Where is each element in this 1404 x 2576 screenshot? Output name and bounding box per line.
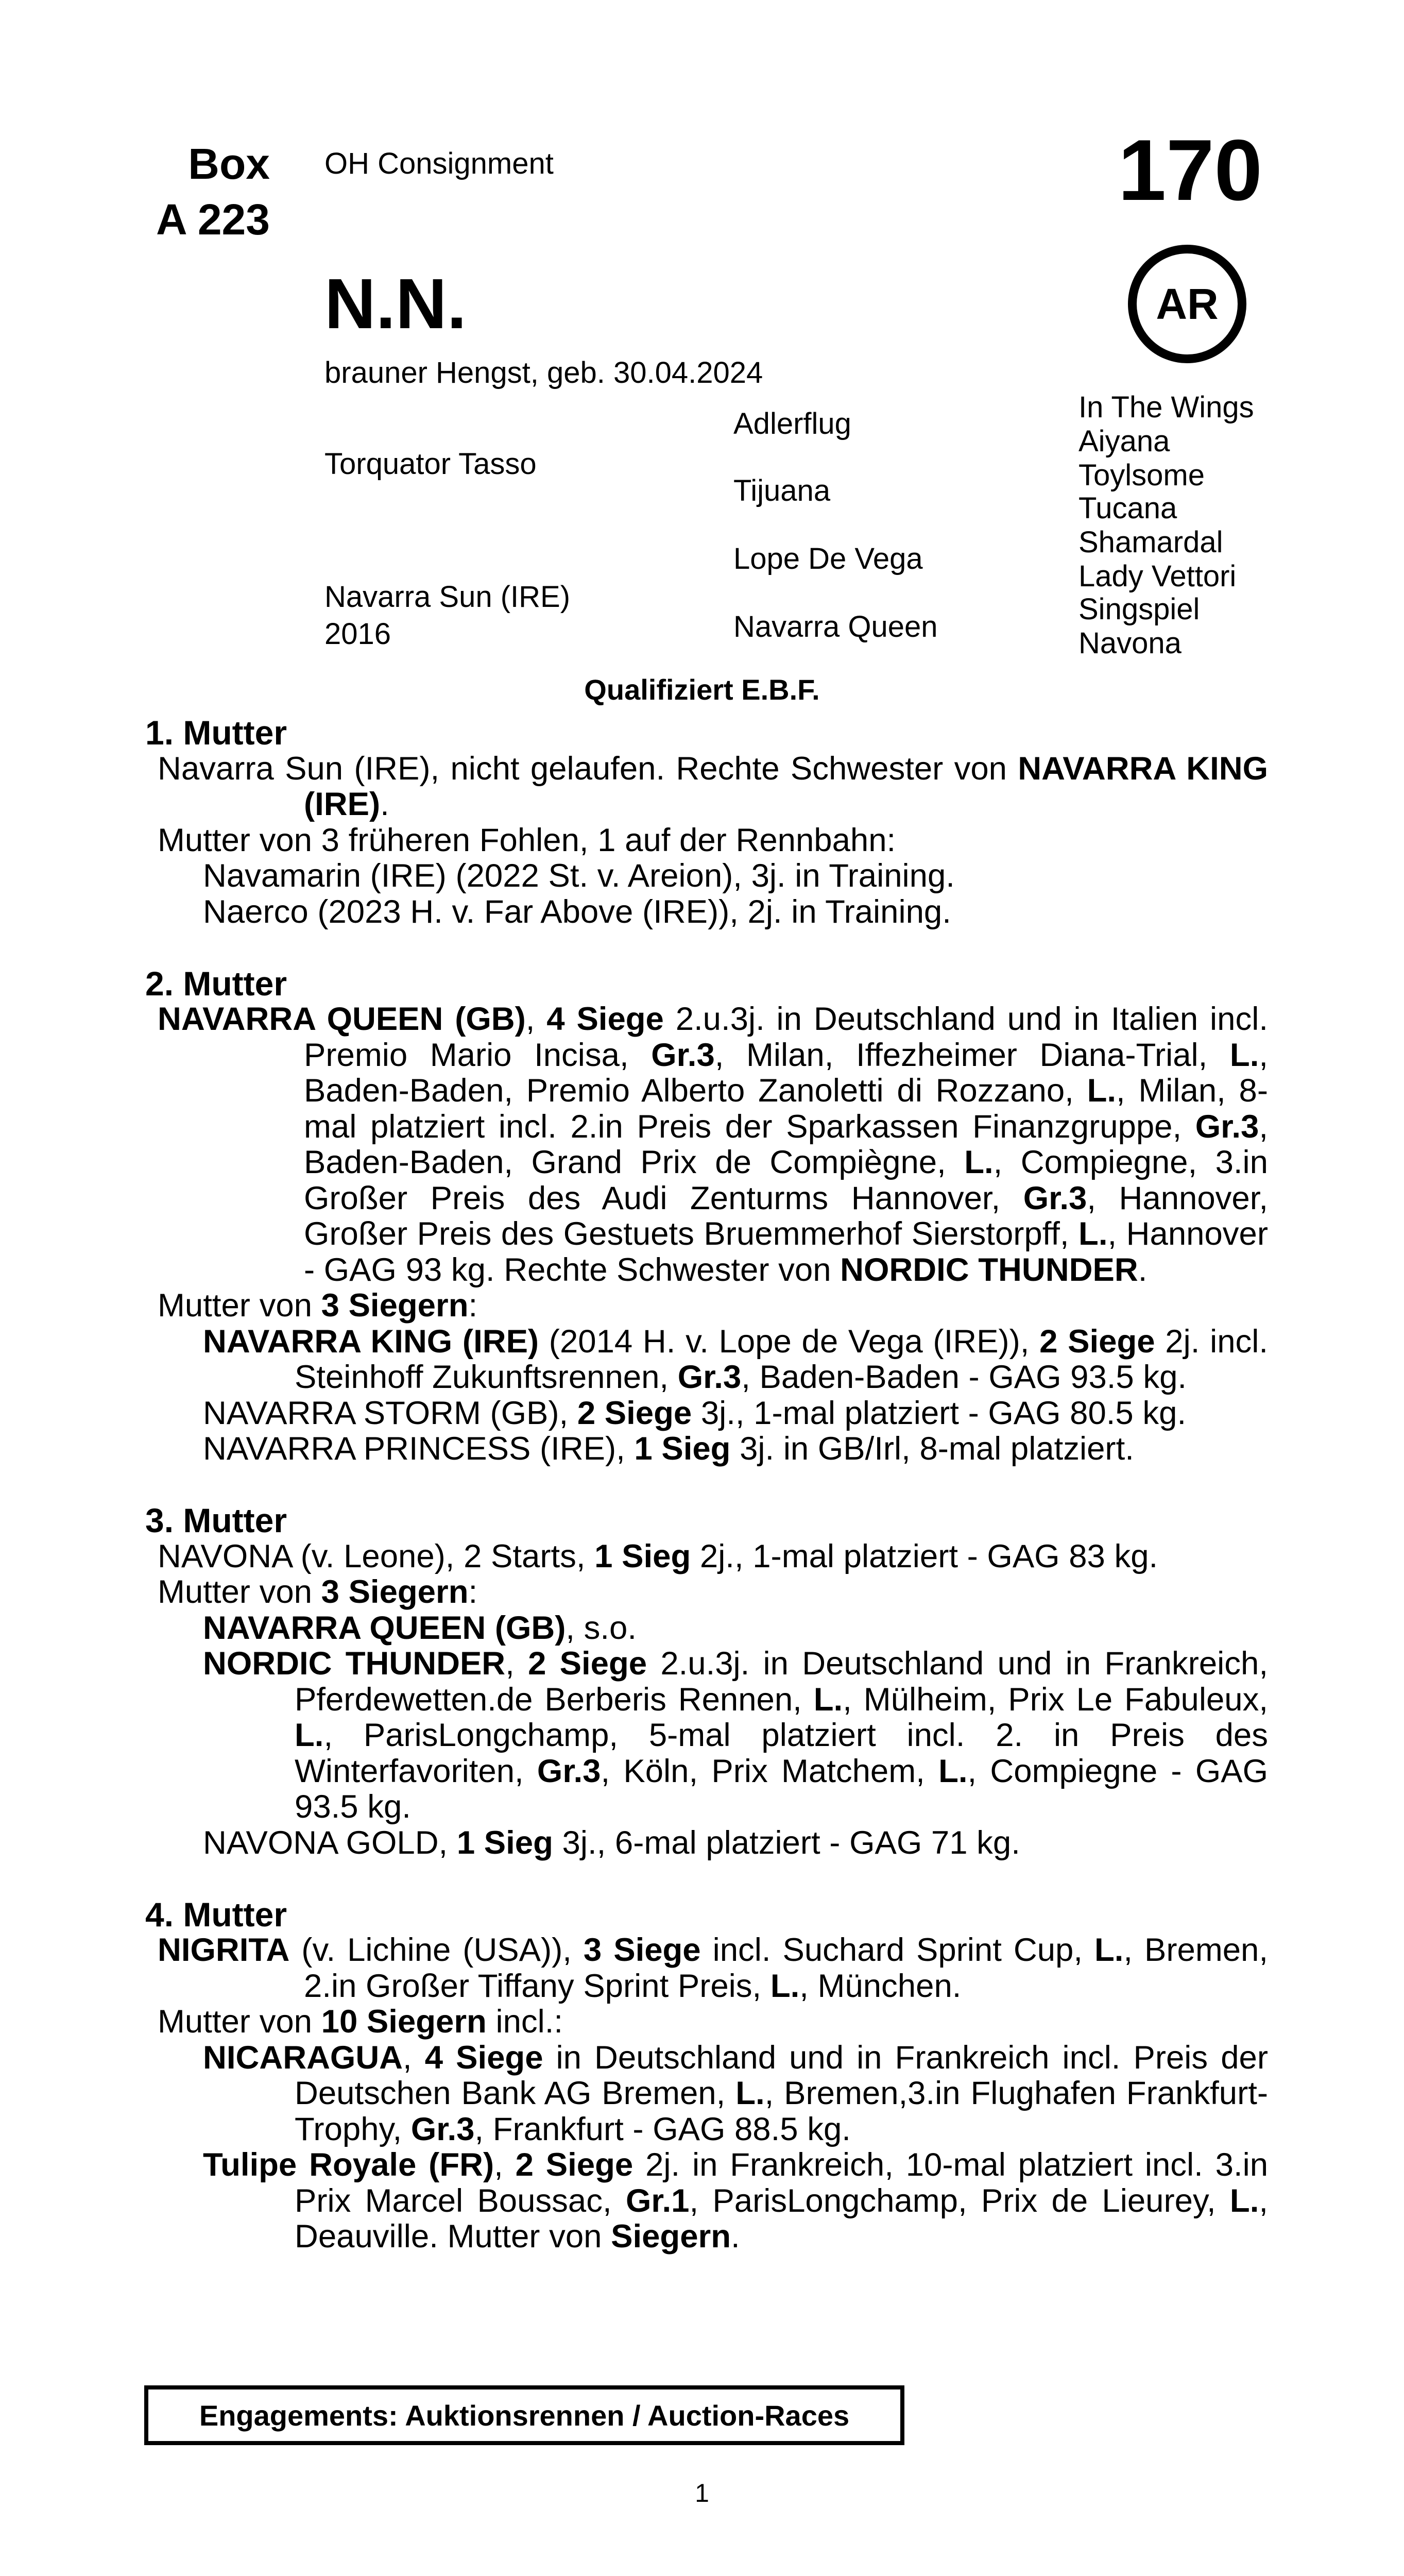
bold-grade: L.: [1087, 1073, 1116, 1109]
bold-grade: Gr.3: [537, 1753, 601, 1789]
bold-grade: L.: [813, 1681, 843, 1718]
bold-name: NAVARRA KING (IRE): [304, 750, 1268, 822]
ar-badge: [1128, 245, 1246, 363]
pedigree-sire-sire: Adlerflug: [733, 407, 851, 440]
pedigree-dam-dam: Navarra Queen: [733, 610, 938, 643]
bold-wins: 4 Siege: [546, 1001, 664, 1037]
bold-wins: 3 Siege: [583, 1932, 701, 1968]
bold-wins: 1 Sieg: [594, 1538, 691, 1574]
bold-wins: 1 Sieg: [456, 1824, 553, 1861]
produce-item: [145, 1825, 1268, 1861]
text: 2j., 1-mal platziert - GAG 83 kg.: [691, 1538, 1158, 1574]
produce-item: [145, 1611, 1268, 1647]
bold-grade: L.: [1229, 1037, 1259, 1073]
text: 2j. incl. Steinhoff Zukunftsrennen,: [295, 1323, 1269, 1395]
produce-item: [145, 1646, 1268, 1825]
text: , Hannover, Großer Preis des Gestuets Bruemmerhof Sierstorpff,: [304, 1180, 1268, 1252]
text: .: [1138, 1251, 1148, 1288]
text: Navarra Sun (IRE), nicht gelaufen. Rechte Schwester von: [158, 750, 1018, 787]
bold-name: NIGRITA: [158, 1932, 290, 1968]
text: , Bremen,3.in Flughafen Frankfurt-Trophy,: [295, 2075, 1268, 2147]
produce-item: [145, 2040, 1268, 2148]
bold-grade: L.: [938, 1753, 968, 1789]
text: , Bremen, 2.in Großer Tiffany Sprint Preis,: [304, 1932, 1268, 2004]
bold-grade: Gr.1: [625, 2182, 690, 2219]
bold-name: NORDIC THUNDER: [840, 1251, 1138, 1288]
text: , München.: [799, 1968, 962, 2004]
text: :: [468, 1574, 478, 1610]
text: , Milan, Iffezheimer Diana-Trial,: [714, 1037, 1230, 1073]
section-title-1: 1. Mutter: [145, 714, 287, 752]
bold-winners: 3 Siegern: [321, 1287, 469, 1324]
section-title-3: 3. Mutter: [145, 1501, 287, 1539]
bold-grade: L.: [735, 2075, 765, 2111]
consignment-label: OH Consignment: [324, 147, 554, 180]
ar-badge-text: AR: [1156, 279, 1219, 328]
text: ,: [505, 1646, 528, 1682]
text: incl.:: [486, 2004, 563, 2040]
text: 3j. in GB/Irl, 8-mal platziert.: [730, 1431, 1134, 1467]
text: , Compiegne, 3.in Großer Preis des Audi Zenturms Hannover,: [304, 1144, 1268, 1216]
bold-name: NAVARRA QUEEN (GB): [158, 1001, 526, 1037]
pedigree-gen3-1: In The Wings: [1078, 391, 1254, 424]
bold-grade: L.: [1078, 1216, 1108, 1252]
produce-item: Navamarin (IRE) (2022 St. v. Areion), 3j. in Training.: [203, 858, 955, 894]
text: , ParisLongchamp, Prix de Lieurey,: [689, 2182, 1230, 2219]
text: , Baden-Baden, Premio Alberto Zanoletti di Rozzano,: [304, 1037, 1268, 1109]
page-number: 1: [695, 2479, 709, 2507]
pedigree-sire-dam: Tijuana: [733, 474, 831, 507]
bold-grade: Gr.3: [677, 1359, 742, 1395]
text: 3j., 1-mal platziert - GAG 80.5 kg.: [692, 1395, 1187, 1431]
pedigree-gen3-8: Navona: [1078, 626, 1182, 660]
text: , Baden-Baden - GAG 93.5 kg.: [741, 1359, 1187, 1395]
text: .: [380, 786, 389, 822]
bold-grade: L.: [964, 1144, 994, 1180]
bold-name: NICARAGUA: [203, 2039, 403, 2076]
text: Mutter von: [158, 2004, 321, 2040]
lot-number: 170: [1118, 122, 1262, 218]
bold-wins: 1 Sieg: [634, 1431, 731, 1467]
section-title-2: 2. Mutter: [145, 964, 287, 1003]
text: in Deutschland und in Frankreich incl. Preis der Deutschen Bank AG Bremen,: [295, 2039, 1268, 2111]
bold-winners: 10 Siegern: [321, 2004, 487, 2040]
third-dam-entry: [145, 1539, 1268, 1575]
text: 2j. in Frankreich, 10-mal platziert incl. 3.in Prix Marcel Boussac,: [295, 2147, 1269, 2219]
text: , Hannover - GAG 93 kg. Rechte Schwester von: [304, 1216, 1268, 1288]
text: ,: [403, 2039, 425, 2076]
bold-wins: 2 Siege: [528, 1646, 647, 1682]
horse-description: brauner Hengst, geb. 30.04.2024: [324, 356, 763, 389]
text: 2.u.3j. in Deutschland und in Frankreich, Pferdewetten.de Berberis Rennen,: [295, 1646, 1268, 1718]
engagements-box: [144, 2385, 904, 2445]
section-title-4: 4. Mutter: [145, 1895, 287, 1934]
text: NAVARRA PRINCESS (IRE),: [203, 1431, 635, 1467]
produce-item: [145, 1431, 1268, 1467]
text: ,: [525, 1001, 547, 1037]
pedigree-gen3-2: Aiyana: [1078, 425, 1170, 458]
bold-wins: 4 Siege: [424, 2039, 543, 2076]
bold-grade: Gr.3: [1195, 1108, 1259, 1145]
second-dam-produce: [145, 1288, 1268, 1324]
text: .: [731, 2218, 740, 2255]
pedigree-dam-sire: Lope De Vega: [733, 542, 923, 575]
bold-wins: 2 Siege: [1039, 1323, 1155, 1360]
text: , Deauville. Mutter von: [295, 2182, 1268, 2255]
text: , Köln, Prix Matchem,: [601, 1753, 939, 1789]
qualification: Qualifiziert E.B.F.: [584, 673, 820, 706]
text: Mutter von: [158, 1287, 321, 1324]
catalogue-body: [145, 715, 1268, 2255]
text: ,: [494, 2147, 516, 2183]
first-dam-produce: Mutter von 3 früheren Fohlen, 1 auf der Rennbahn:: [158, 822, 896, 858]
text: 3j., 6-mal platziert - GAG 71 kg.: [553, 1824, 1020, 1861]
horse-name: N.N.: [324, 264, 467, 344]
bold-name: Tulipe Royale (FR): [203, 2147, 494, 2183]
bold-winners: 3 Siegern: [321, 1574, 469, 1610]
text: , Milan, 8-mal platziert incl. 2.in Preis der Sparkassen Finanzgruppe,: [304, 1073, 1268, 1145]
engagements-text: Engagements: Auktionsrennen / Auction-Races: [199, 2399, 850, 2432]
text: (v. Lichine (USA)),: [289, 1932, 584, 1968]
text: , ParisLongchamp, 5-mal platziert incl. 2. in Preis des Winterfavoriten,: [295, 1717, 1268, 1789]
pedigree-gen3-7: Singspiel: [1078, 592, 1200, 626]
box-label: Box: [188, 140, 270, 188]
bold-name: NAVARRA KING (IRE): [203, 1323, 539, 1360]
second-dam-entry: [145, 1002, 1268, 1288]
pedigree-gen3-5: Shamardal: [1078, 526, 1223, 559]
text: NAVONA (v. Leone), 2 Starts,: [158, 1538, 595, 1574]
text: NAVARRA STORM (GB),: [203, 1395, 577, 1431]
produce-item: [145, 1396, 1268, 1432]
bold-wins: 2 Siege: [577, 1395, 692, 1431]
text: Mutter von: [158, 1574, 321, 1610]
pedigree-sire: Torquator Tasso: [324, 447, 537, 481]
bold-name: NORDIC THUNDER: [203, 1646, 506, 1682]
bold-grade: L.: [1094, 1932, 1124, 1968]
text: :: [468, 1287, 478, 1324]
pedigree-dam-year: 2016: [324, 617, 391, 651]
bold-grade: Gr.3: [1023, 1180, 1087, 1216]
pedigree-gen3-3: Toylsome: [1078, 459, 1205, 492]
pedigree-gen3-4: Tucana: [1078, 492, 1177, 525]
produce-item: [145, 1324, 1268, 1396]
text: , Baden-Baden, Grand Prix de Compiègne,: [304, 1108, 1268, 1180]
fourth-dam-produce: [145, 2004, 1268, 2040]
produce-item: Naerco (2023 H. v. Far Above (IRE)), 2j. in Training.: [203, 893, 951, 930]
fourth-dam-entry: [145, 1933, 1268, 2004]
text: NAVONA GOLD,: [203, 1824, 457, 1861]
text: incl. Suchard Sprint Cup,: [700, 1932, 1094, 1968]
bold-grade: L.: [1229, 2182, 1259, 2219]
text: , Compiegne - GAG 93.5 kg.: [295, 1753, 1268, 1825]
first-dam-entry: [145, 751, 1268, 823]
text: , s.o.: [566, 1609, 637, 1646]
third-dam-produce: [145, 1574, 1268, 1611]
bold-grade: L.: [295, 1717, 324, 1753]
text: , Frankfurt - GAG 88.5 kg.: [474, 2111, 851, 2147]
bold-winners: Siegern: [611, 2218, 731, 2255]
pedigree-dam: Navarra Sun (IRE): [324, 580, 571, 614]
text: 2.u.3j. in Deutschland und in Italien incl. Premio Mario Incisa,: [304, 1001, 1268, 1073]
pedigree-gen3-6: Lady Vettori: [1078, 560, 1237, 593]
text: (2014 H. v. Lope de Vega (IRE)),: [539, 1323, 1040, 1360]
bold-grade: Gr.3: [651, 1037, 715, 1073]
box-number: A 223: [156, 195, 270, 244]
produce-item: [145, 2147, 1268, 2255]
bold-grade: Gr.3: [410, 2111, 475, 2147]
text: , Mülheim, Prix Le Fabuleux,: [843, 1681, 1268, 1718]
bold-name: NAVARRA QUEEN (GB): [203, 1609, 566, 1646]
bold-wins: 2 Siege: [515, 2147, 633, 2183]
bold-grade: L.: [770, 1968, 800, 2004]
